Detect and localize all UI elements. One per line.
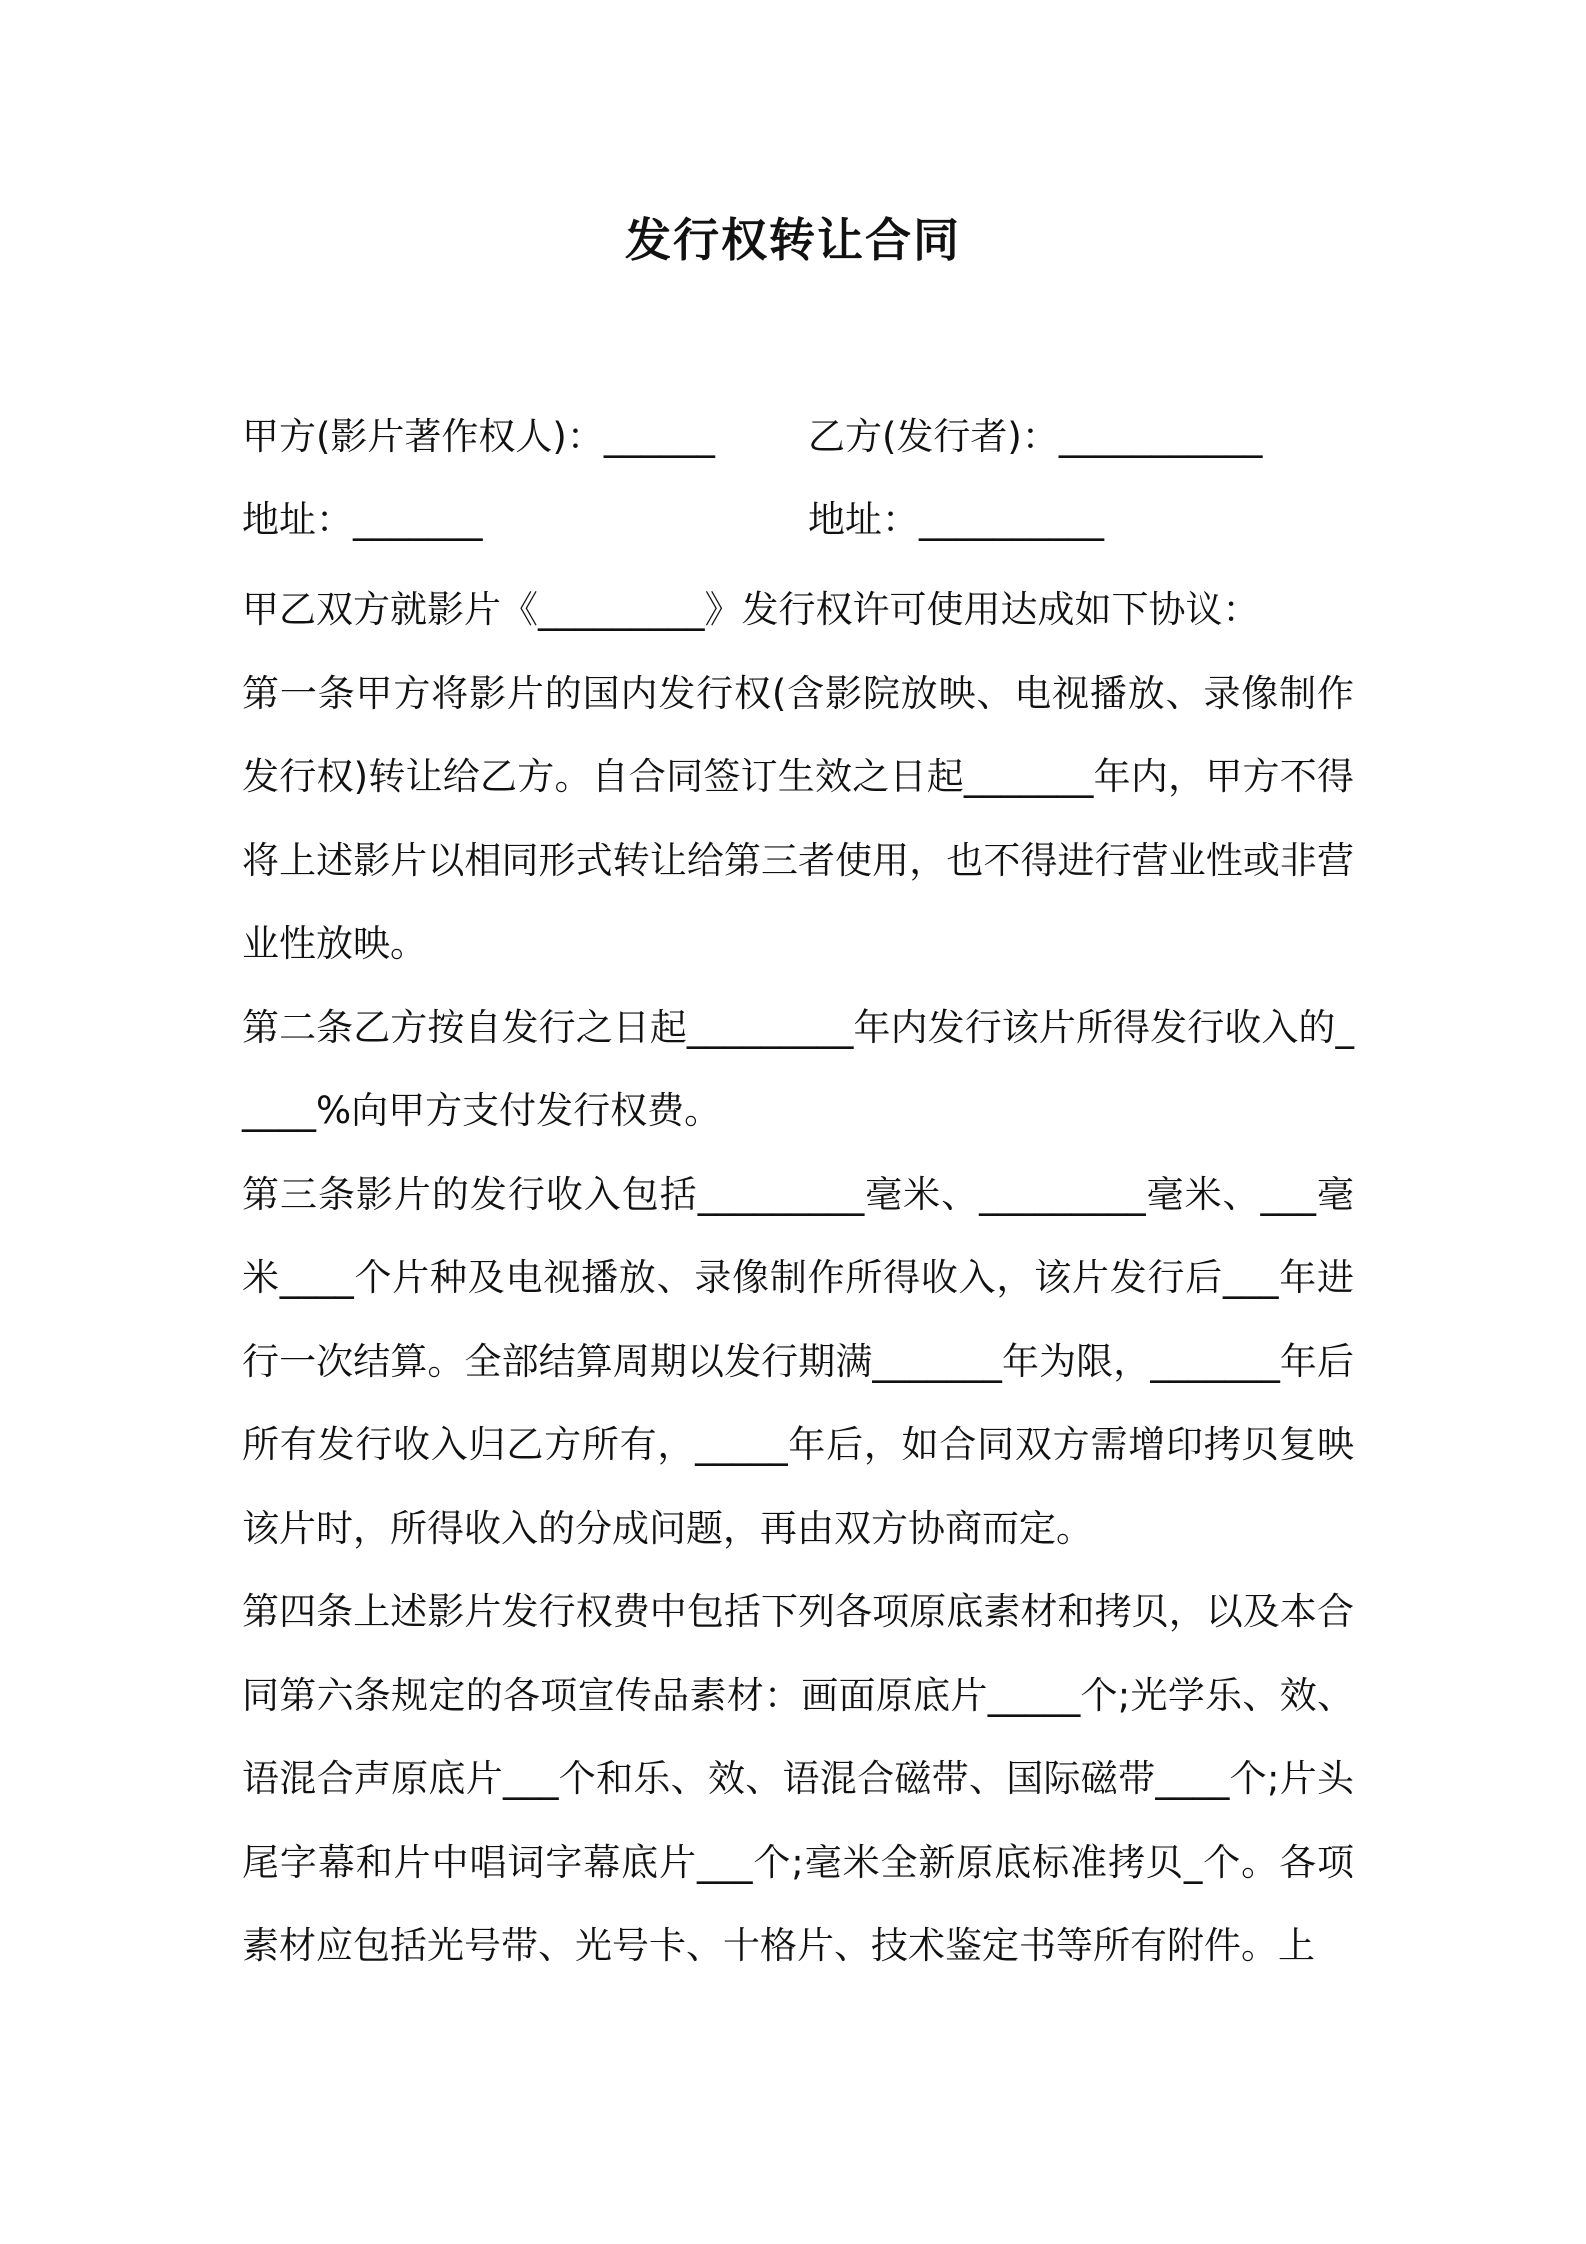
- article-1-paragraph: 第一条甲方将影片的国内发行权(含影院放映、电视播放、录像制作发行权)转让给乙方。自合同签订生效之日起_______年内，甲方不得将上述影片以相同形式转让给第三者使用，也不得进行营业性或非营业性放映。: [242, 671, 1354, 965]
- article-3-paragraph: 第三条影片的发行收入包括_________毫米、_________毫米、___毫米____个片种及电视播放、录像制作所得收入，该片发行后___年进行一次结算。全部结算周期以发行期满_______年为限，_______年后所有发行收入归乙方所有，_____年后，如合同双方需增印拷贝复映该片时，所得收入的分成问题，再由双方协商而定。: [242, 1172, 1354, 1550]
- party-a-label: 甲方(影片著作权人)：______: [242, 415, 715, 458]
- article-4-paragraph: 第四条上述影片发行权费中包括下列各项原底素材和拷贝，以及本合同第六条规定的各项宣传品素材：画面原底片_____个;光学乐、效、语混合声原底片___个和乐、效、语混合磁带、国际磁带____个;片头尾字幕和片中唱词字幕底片___个;毫米全新原底标准拷贝_个。各项素材应包括光号带、光号卡、十格片、技术鉴定书等所有附件。上: [242, 1590, 1354, 1967]
- document-title: 发行权转让合同: [625, 213, 961, 267]
- preamble-paragraph: 甲乙双方就影片《_________》发行权许可使用达成如下协议：: [242, 588, 1260, 631]
- party-b-label: 乙方(发行者)：___________: [808, 415, 1263, 458]
- article-2-paragraph: 第二条乙方按自发行之日起_________年内发行该片所得发行收入的_____%向甲方支付发行权费。: [242, 1005, 1354, 1132]
- contract-body: [242, 568, 1354, 1988]
- party-b-address: 地址：__________: [808, 498, 1104, 541]
- party-a-address: 地址：_______: [242, 498, 483, 541]
